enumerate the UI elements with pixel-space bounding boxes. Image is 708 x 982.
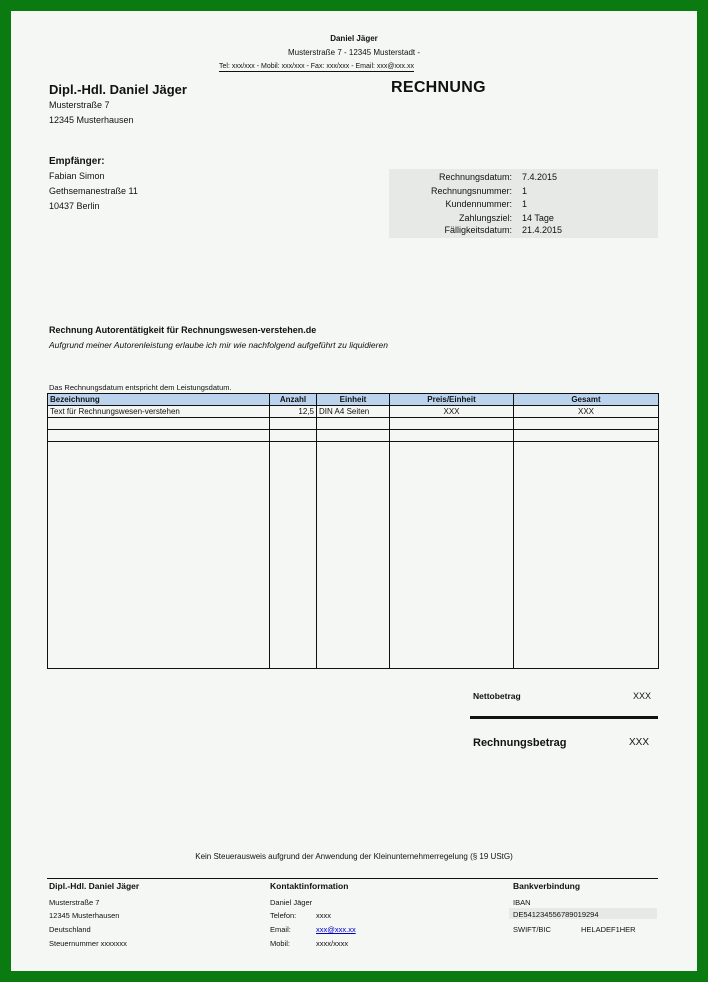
meta-value: 21.4.2015 (522, 225, 563, 235)
invoice-meta-box (389, 169, 658, 238)
footer-phone-value: xxxx (316, 911, 331, 920)
meta-value: 7.4.2015 (522, 172, 558, 182)
footer-company-city: 12345 Musterhausen (49, 911, 120, 920)
footer-company-country: Deutschland (49, 925, 91, 934)
sender-street: Musterstraße 7 (49, 100, 110, 110)
meta-label: Kundennummer: (445, 199, 512, 209)
recipient-city: 10437 Berlin (49, 201, 100, 211)
invoice-total-value: XXX (629, 737, 650, 748)
footer-tax-number: Steuernummer xxxxxxx (49, 939, 127, 948)
cell-total: XXX (514, 406, 659, 418)
meta-row-invoice-number (389, 186, 658, 198)
footer-email-link[interactable]: xxx@xxx.xx (316, 925, 356, 934)
meta-row-due-date (389, 225, 658, 237)
meta-label: Rechnungsdatum: (438, 172, 512, 182)
table-header-row (48, 394, 659, 406)
column-header-quantity: Anzahl (270, 394, 317, 406)
recipient-name: Fabian Simon (49, 171, 105, 181)
footer-email-label: Email: (270, 925, 291, 934)
footer-bic-value: HELADEF1HER (581, 925, 636, 934)
footer-bic-label: SWIFT/BIC (513, 925, 551, 934)
footer-mobile (270, 939, 348, 948)
footer-company-heading: Dipl.-Hdl. Daniel Jäger (49, 881, 140, 891)
footer-bic (513, 925, 636, 934)
meta-label: Zahlungsziel: (458, 213, 512, 223)
meta-row-customer-number (389, 199, 658, 211)
table-row-filler (48, 442, 659, 669)
column-header-description: Bezeichnung (48, 394, 270, 406)
header-name: Daniel Jäger (330, 34, 378, 43)
cell-unit-price: XXX (390, 406, 514, 418)
meta-row-invoice-date (389, 172, 658, 184)
column-header-unit: Einheit (317, 394, 390, 406)
invoice-subject: Rechnung Autorentätigkeit für Rechnungswesen-verstehen.de (49, 325, 317, 335)
footer-email (270, 925, 356, 934)
meta-value: 1 (522, 199, 528, 209)
meta-value: 1 (522, 186, 528, 196)
table-row (48, 406, 659, 418)
tax-note: Kein Steuerausweis aufgrund der Anwendung der Kleinunternehmerregelung (§ 19 UStG) (195, 852, 513, 861)
footer-company-street: Musterstraße 7 (49, 898, 100, 907)
table-note: Das Rechnungsdatum entspricht dem Leistungsdatum. (49, 383, 232, 392)
table-row-empty (48, 430, 659, 442)
footer-phone (270, 911, 331, 920)
footer-mobile-value: xxxx/xxxx (316, 939, 349, 948)
column-header-unit-price: Preis/Einheit (390, 394, 514, 406)
net-amount-label: Nettobetrag (473, 691, 521, 701)
footer-contact-name: Daniel Jäger (270, 898, 313, 907)
totals-divider (470, 716, 658, 719)
meta-label: Rechnungsnummer: (430, 186, 512, 196)
recipient-heading: Empfänger: (49, 156, 105, 167)
footer-mobile-label: Mobil: (270, 939, 291, 948)
invoice-total-label: Rechnungsbetrag (473, 737, 567, 749)
footer-iban-label: IBAN (513, 898, 531, 907)
document-title: RECHNUNG (391, 79, 486, 96)
net-amount-value: XXX (633, 691, 652, 701)
meta-value: 14 Tage (522, 213, 554, 223)
invoice-subject-note: Aufgrund meiner Autorenleistung erlaube ich mir wie nachfolgend aufgeführt zu liquidieren (49, 340, 388, 350)
footer-bank-heading: Bankverbindung (513, 881, 581, 891)
cell-unit: DIN A4 Seiten (317, 406, 390, 418)
footer-divider (47, 878, 658, 879)
cell-description: Text für Rechnungswesen-verstehen (48, 406, 270, 418)
meta-row-payment-term (389, 213, 658, 225)
recipient-street: Gethsemanestraße 11 (49, 186, 138, 196)
sender-city: 12345 Musterhausen (49, 115, 134, 125)
invoice-items-table (47, 393, 659, 669)
sender-name: Dipl.-Hdl. Daniel Jäger (49, 82, 187, 97)
cell-quantity: 12,5 (270, 406, 317, 418)
footer-iban-value: DE541234556789019294 (513, 910, 599, 919)
table-row-empty (48, 418, 659, 430)
header-address: Musterstraße 7 - 12345 Musterstadt - (287, 48, 421, 57)
meta-label: Fälligkeitsdatum: (444, 225, 512, 235)
footer-phone-label: Telefon: (270, 911, 297, 920)
footer-contact-heading: Kontaktinformation (270, 881, 349, 891)
column-header-total: Gesamt (514, 394, 659, 406)
header-contact: Tel: xxx/xxx - Mobil: xxx/xxx - Fax: xxx/xxx - Email: xxx@xxx.xx (219, 63, 414, 70)
invoice-page (11, 11, 697, 971)
